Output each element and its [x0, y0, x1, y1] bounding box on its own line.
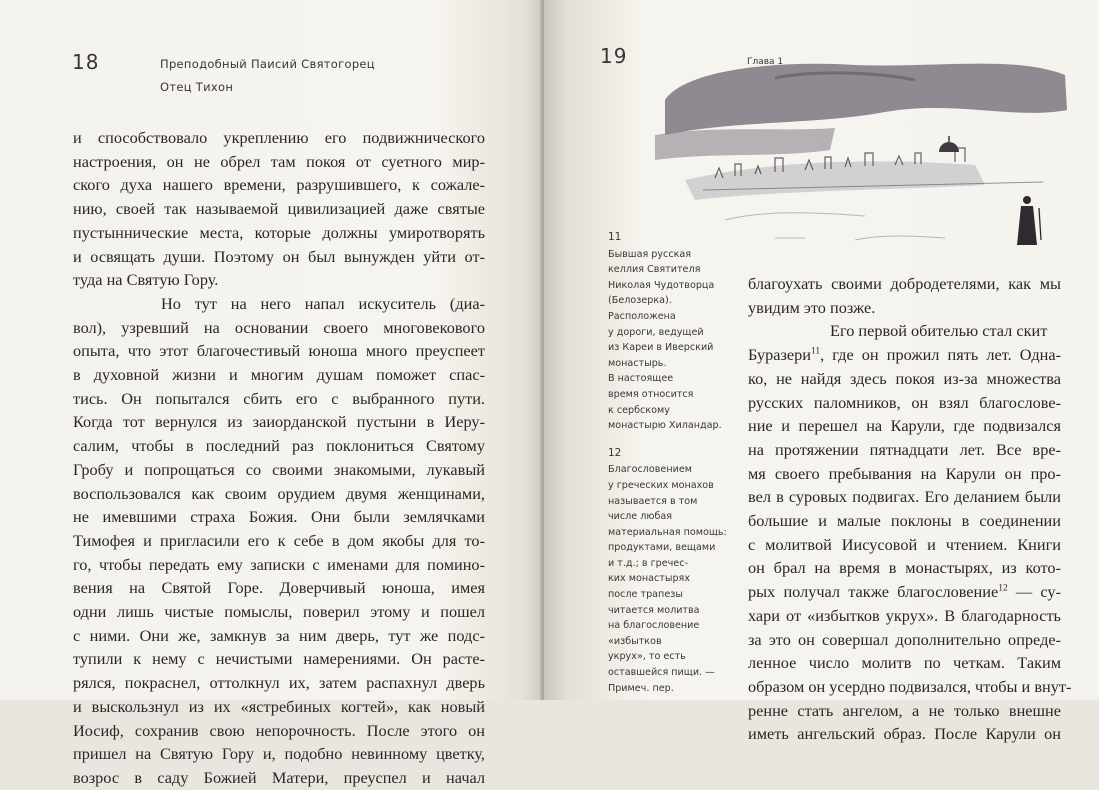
footnote-ref[interactable]: 11	[810, 346, 821, 357]
text-line: одни лишь чистые помыслы, поверил этому и пошел	[73, 602, 485, 622]
text-line: Иосиф, сохранив свою непорочность. После этого он	[73, 720, 485, 740]
text-line: Его первой обителью стал скит	[830, 321, 1048, 341]
footnote-line: у дороги, ведущей	[608, 326, 704, 338]
text-line: образом он усердно подвизался, чтобы и внут-	[748, 676, 1072, 696]
text-line: русских паломников, он взял благослове-	[748, 392, 1061, 412]
footnote-line: называется в том	[608, 495, 698, 507]
text-run: рых получал также благословение	[748, 582, 999, 602]
footnote-line: из Кареи в Иверский	[608, 342, 714, 354]
text-line: ленное число молитв по четкам. Таким	[748, 653, 1061, 673]
text-line: опыта, что этот благочестивый юноша много преуспеет	[73, 341, 485, 361]
footnote-line: ких монастырях	[608, 573, 690, 585]
text-line: вел в суровых подвигах. Его деланием были	[748, 487, 1061, 507]
text-line: салим, чтобы в последний раз поклониться Святому	[73, 436, 485, 456]
text-line: с молитвой Иисусовой и чтением. Книги	[748, 534, 1061, 554]
text-line: и освящать души. Поэтому он был вынужден уйти от-	[73, 246, 485, 266]
footnote-line: Николая Чудотворца	[608, 279, 715, 291]
footnote-line: келлия Святителя	[608, 264, 701, 276]
text-line-with-footnote-ref	[748, 580, 1061, 604]
footnote-line: Бывшая русская	[608, 248, 692, 260]
text-line: рялся, покраснел, оттолкнул их, затем распахнул дверь	[73, 673, 485, 693]
running-head-chapter-title: Отец Тихон	[160, 80, 234, 94]
footnote-number: 12	[608, 446, 622, 459]
text-line: и способствовало укреплению его подвижнического	[73, 128, 485, 147]
footnote-line: монастырь.	[608, 357, 667, 369]
text-line: с ними. Они же, замкнув за ним дверь, тут же подс-	[73, 625, 485, 645]
footnote-line: (Белозерка).	[608, 295, 672, 307]
left-body-text	[73, 126, 485, 790]
text-line: тись. Он попытался сбить его с выбранного пути.	[73, 388, 485, 408]
text-line: вол), узревший на основании своего многовекового	[73, 317, 485, 337]
text-line: пустыннические места, которые должны умиротворять	[73, 222, 485, 242]
footnote-line: числе любая	[608, 511, 673, 523]
footnote-line: к сербскому	[608, 404, 670, 416]
text-line: Тимофея и пригласили его к себе в дом якобы для то-	[73, 530, 485, 550]
monk-figure	[1017, 196, 1041, 245]
text-line-with-footnote-ref	[748, 343, 1061, 367]
footnote-line: материальная помощь:	[608, 526, 727, 538]
footnote-line: Примеч. пер.	[608, 682, 674, 694]
footnote-line: у греческих монахов	[608, 479, 714, 491]
footnote-line: после трапезы	[608, 589, 683, 601]
text-line: не имевшими страха Божия. Они были землячками	[73, 507, 485, 527]
text-line: настроения, он не обрел там покоя от суетного мир-	[73, 151, 485, 171]
text-run: — су-	[1007, 582, 1061, 602]
footnote-line: Благословением	[608, 464, 692, 476]
text-line: Гробу и попрощаться со своими знакомыми, лукавый	[73, 459, 485, 479]
text-line: нию, своей так называемой цивилизацией даже святые	[73, 199, 485, 219]
text-line: увидим это позже.	[748, 297, 876, 317]
text-line: тупили к нему с нечистыми намерениями. Он расте-	[73, 649, 485, 669]
footnote-line: монастырю Хиландар.	[608, 420, 722, 432]
footnote-line: продуктами, вещами	[608, 542, 716, 554]
text-line: воспользовался как своим орудием двумя женщинами,	[73, 483, 485, 503]
text-line: на протяжении пятнадцати лет. Все вре-	[748, 439, 1061, 459]
text-run: Буразери	[748, 345, 811, 365]
page-number-left: 18	[72, 50, 100, 74]
text-line: Но тут на него напал искуситель (диа-	[161, 293, 485, 313]
text-line: благоухать своими добродетелями, как мы	[748, 274, 1061, 293]
footnote-line: время относится	[608, 388, 694, 400]
footnotes-column	[608, 230, 734, 696]
text-line: го, чтобы передать ему записки с именами для помино-	[73, 554, 485, 574]
text-line: иметь ангельский образ. После Карули он	[748, 724, 1061, 744]
page-number-right: 19	[600, 44, 628, 68]
footnote-line: на благословение	[608, 620, 700, 632]
right-body-text	[748, 272, 1072, 746]
footnote-line: В настоящее	[608, 373, 674, 385]
text-line: Когда тот вернулся из заиорданской пустыни в Иеру-	[73, 412, 485, 432]
text-line: ко, не найдя здесь покоя из-за множества	[748, 368, 1061, 388]
text-line: мя своего пребывания на Карули он про-	[748, 463, 1061, 483]
text-line: в духовной жизни и многим душам поможет спас-	[73, 365, 485, 385]
text-line: ского духа нашего времени, разрушившего, к сожале-	[73, 175, 485, 195]
footnote-line: Расположена	[608, 310, 676, 322]
footnote-line: «избытков	[608, 635, 662, 647]
illustration-label: Глава 1	[747, 57, 784, 67]
footnote-line: и т.д.; в гречес-	[608, 557, 688, 569]
text-line: ренне стать ангелом, а не только внешне	[748, 700, 1061, 720]
text-line: и выскользнул из их «ястребиных когтей», как новый	[73, 696, 485, 716]
text-run: , где он прожил пять лет. Одна-	[820, 345, 1061, 365]
text-line: вения на Святой Горе. Доверчивый юноша, имея	[73, 578, 485, 598]
text-line: большие и малые поклоны в соединении	[748, 511, 1061, 531]
footnote-line: читается молитва	[608, 604, 700, 616]
text-line: туда на Святую Гору.	[73, 270, 219, 290]
text-line: ние и перешел на Карули, где подвизался	[748, 416, 1061, 436]
text-line: за это он совершал дополнительно опреде-	[748, 629, 1061, 649]
text-line: хари от «избытков укрух». В благодарность	[748, 605, 1061, 625]
footnote-line: оставшейся пищи. —	[608, 667, 715, 679]
footnote-ref[interactable]: 12	[998, 583, 1008, 594]
footnote-line: укрух», то есть	[608, 651, 686, 663]
text-line: пришел на Святую Гору и, подобно невинному цветку,	[73, 744, 485, 764]
text-line: возрос в саду Божией Матери, преуспел и начал	[73, 767, 485, 787]
running-head-book-title: Преподобный Паисий Святогорец	[160, 57, 375, 71]
text-line: он брал на время в монастырях, из кото-	[748, 558, 1061, 578]
left-page	[0, 0, 544, 787]
footnote-number: 11	[608, 231, 622, 243]
